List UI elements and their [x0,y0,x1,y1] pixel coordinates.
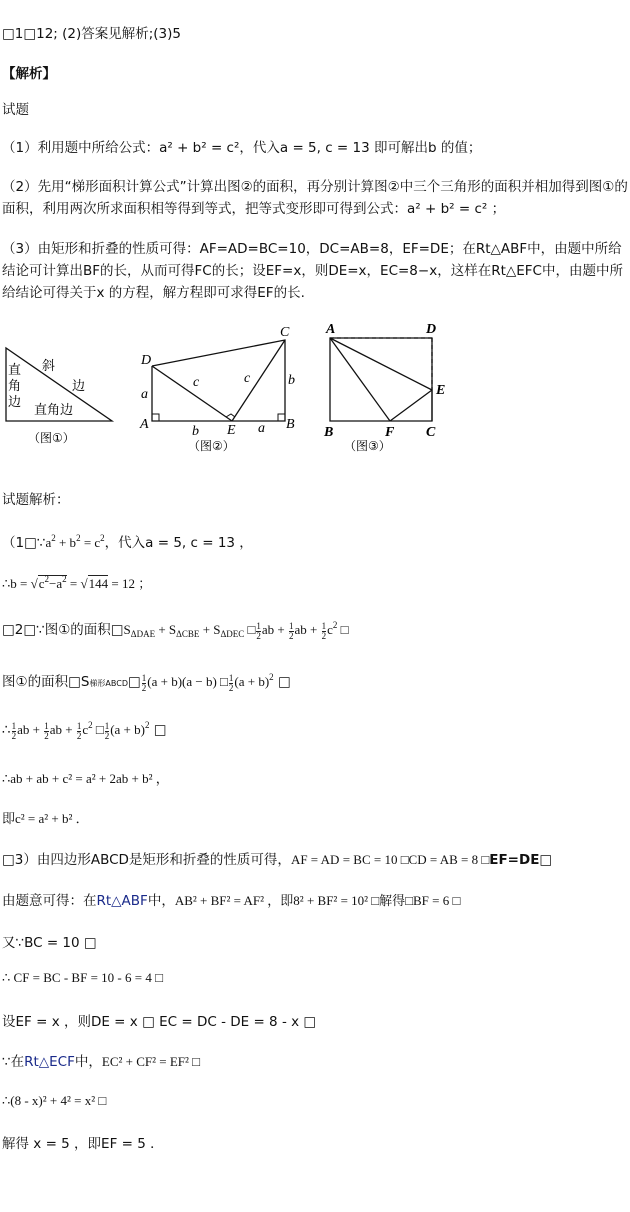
sol-9a: 由题意可得：在 [2,893,97,909]
sol-line-5: ∴ $\frac{1}{2}$ ab + $\frac{1}{2}$ ab + $\frac{1}{2}$ $c^2$ □ $\frac{1}{2}$ $(a + b)^2$ □ [2,720,167,741]
sol-line-13 [2,1050,200,1070]
sol-line-11: ∴ CF = BC - BF = 10 - 6 = 4 □ [2,970,163,985]
sol-line-8 [2,848,552,868]
sol-1b: ，代入a = 5, c = 13 ， [104,535,253,551]
fig3-A: A [326,322,336,337]
fig1-leg-v2: 角 [8,379,22,394]
answer-line: □1□12; (2)答案见解析;(3)5 [2,26,182,42]
sol-line-6: ∴ab + ab + c² = a² + 2ab + b² ， [2,771,169,786]
section-title: 【解析】 [2,66,56,82]
sol-line-7: 即c² = a² + b² ． [2,811,89,826]
figure-2 [139,325,295,453]
sol-2b: = 12 ； [111,576,152,591]
sol-line-14: ∴(8 - x)² + 4² = x² □ [2,1093,107,1108]
fig3-E: E [436,383,446,398]
analysis-p1: （1）利用题中所给公式：a² + b² = c²，代入a = 5, c = 13 即可解出b 的值； [2,140,482,156]
fig2-D: D [141,353,152,368]
sol-4b: 梯形ABCD [89,679,129,688]
fig2-B: B [286,417,295,432]
fig2-b2: b [288,373,295,388]
sol-13b: Rt△ECF [24,1054,75,1070]
sol-line-2: ∴b = $√c^2-a^2 = √144 = 12$ ； [2,574,152,591]
sol-line-1: （$1□\because a^2 + b^2 = c^2$，代入a = 5, c = 13 ， [2,533,253,551]
sol-13a: ∵在 [2,1054,25,1070]
sol-line-15: 解得 x = 5 ，即EF = 5 ． [2,1136,164,1152]
fig1-hyp-label: 斜 [42,359,56,374]
sol-4e: (a + b) [234,674,270,689]
fig3-B: B [324,425,334,440]
sol-line-3: □2□∵图①的面积$□S_{\Delta DAE} + S_{\Delta CBE} + S_{\Delta DEC}$ □ $\frac{1}{2}$ ab + $\frac{1}{2}$ ab + $\frac{1}{2}$ $c^2$ □ [2,620,349,641]
analysis-p3: （3）由矩形和折叠的性质可得：AF=AD=BC=10，DC=AB=8，EF=DE；在Rt△ABF中，由题中所给结论可计算出BF的长，从而可得FC的长；设EF=x，则DE=x，EC=8−x，这样在Rt△EFC中，由题中所给结论可得关于x 的方程，解方程即可求得EF的长. [2,241,623,301]
fig2-a1: a [141,387,148,402]
sol-13d: EC² + CF² = EF² □ [101,1054,201,1069]
fig3-D: D [426,322,437,337]
sol-5a: ∴ [2,722,11,738]
sol-2a: ∴b = [2,576,28,591]
fig1-caption: （图①） [28,431,75,445]
analysis-p2: （2）先用“梯形面积计算公式”计算出图②的面积，再分别计算图②中三个三角形的面积并相加得到图①的面积，利用两次所求面积相等得到等式，把等式变形即可得到公式：a² + b² = c² ； [2,179,628,217]
fig2-b1: b [192,424,199,439]
subtitle: 试题 [2,102,29,118]
sol-9d: AB² + BF² = AF² ，即8² + BF² = 10² □解得□BF = 6 □ [174,893,461,908]
fig2-a2: a [258,421,265,436]
fig3-F: F [385,425,395,440]
figures-panel [0,318,630,458]
sol-9c: 中， [147,893,175,909]
sol-4c: □ [128,674,141,690]
fig2-A: A [140,417,149,432]
sol-8c: EF=DE□ [489,852,553,868]
sol-8b: AF = AD = BC = 10 □CD = AB = 8 □ [290,852,490,867]
fig1-hyp-label2: 边 [72,379,86,394]
sol-4d: (a + b)(a − b) □ [147,674,228,689]
fig2-caption: （图②） [188,439,235,453]
sol-13c: 中， [74,1054,102,1070]
sol-8a: □3）由四边形ABCD是矩形和折叠的性质可得， [2,852,291,868]
figure-3 [323,322,445,453]
figure-1 [6,348,112,445]
sol-5f: □ [153,722,167,738]
fig1-leg-h: 直角边 [34,403,74,418]
sol-line-4: 图①的面积□S梯形ABCD□ $\frac{1}{2}$ (a + b)(a − b) □ $\frac{1}{2}$ $(a + b)^2$ □ [2,672,291,693]
sol-line-9 [2,889,460,909]
solution-title: 试题解析： [2,492,70,508]
sol-1a: （1□∵ [2,535,46,551]
fig2-E: E [227,423,236,438]
fig2-c1: c [193,375,200,390]
sol-line-12: 设EF = x ，则DE = x □ EC = DC - DE = 8 - x □ [2,1014,317,1030]
sol-9b: Rt△ABF [96,893,148,909]
fig3-caption: （图③） [344,439,391,453]
sol-line-10: 又∵BC = 10 □ [2,935,97,951]
fig1-leg-v3: 边 [8,395,22,410]
fig3-C: C [426,425,436,440]
sol-4a: 图①的面积□S [2,674,90,690]
fig2-c2: c [244,371,251,386]
sol-4f: □ [277,674,291,690]
fig2-C: C [280,325,290,340]
fig1-leg-v1: 直 [8,363,22,378]
sol-3a: □2□∵图①的面积□ [2,622,124,638]
